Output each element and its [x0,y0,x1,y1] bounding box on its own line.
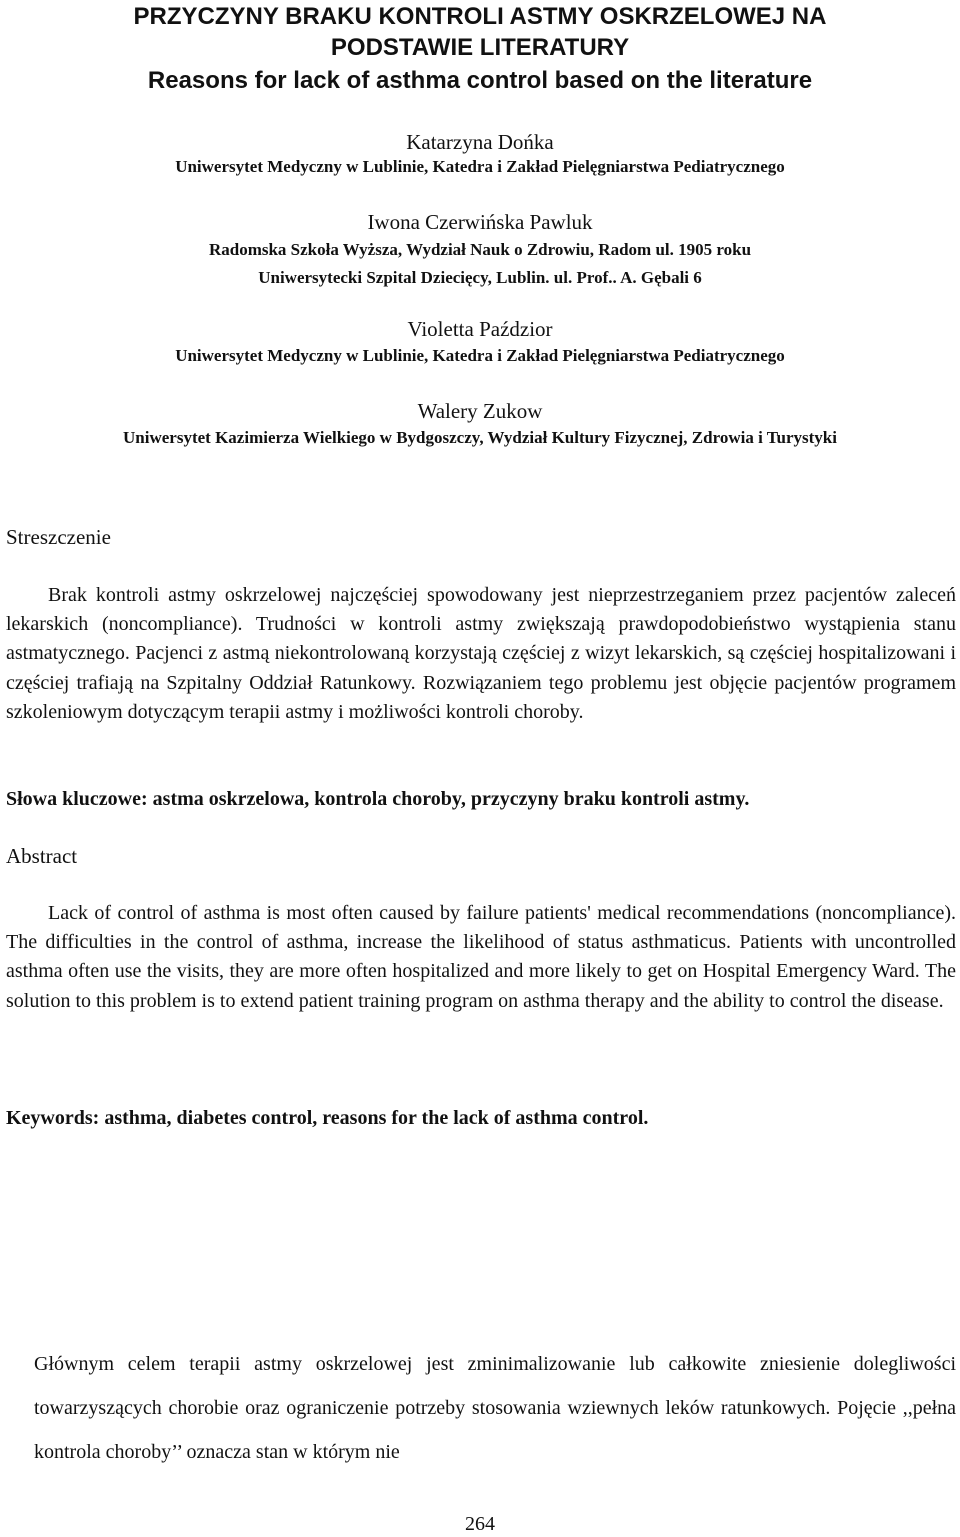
section-heading-abstract: Abstract [6,844,78,868]
page-number: 264 [465,1513,495,1535]
author-name: Violetta Paździor [407,317,553,341]
body-paragraph: Głównym celem terapii astmy oskrzelowej jest zminimalizowanie lub całkowite zniesienie dolegliwości towarzyszących chorobie oraz ograniczenie potrzeby stosowania wziewnych leków ratunkowych. Pojęcie ,,pełna kontrola choroby’’ oznacza stan w którym nie [34,1353,956,1463]
author-affiliation: Radomska Szkoła Wyższa, Wydział Nauk o Zdrowiu, Radom ul. 1905 roku [208,240,752,259]
title-polish-line-2: PODSTAWIE LITERATURY [330,34,630,61]
author-name: Katarzyna Dońka [406,130,554,154]
author-affiliation: Uniwersytet Medyczny w Lublinie, Katedra i Zakład Pielęgniarstwa Pediatrycznego [175,346,785,365]
streszczenie-text [6,581,956,727]
author-affiliation: Uniwersytet Medyczny w Lublinie, Katedra i Zakład Pielęgniarstwa Pediatrycznego [175,157,785,176]
author-affiliation: Uniwersytecki Szpital Dziecięcy, Lublin. ul. Prof.. A. Gębali 6 [258,268,702,287]
section-heading-streszczenie: Streszczenie [6,525,111,549]
title-polish-line-1: PRZYCZYNY BRAKU KONTROLI ASTMY OSKRZELOWEJ NA [133,3,827,30]
streszczenie-keywords: Słowa kluczowe: astma oskrzelowa, kontrola choroby, przyczyny braku kontroli astmy. [6,788,750,810]
abstract-text-content: Lack of control of asthma is most often caused by failure patients' medical recommendations (noncompliance). The difficulties in the control of asthma, increase the likelihood of status asthmaticus. Patients with uncontrolled asthma often use the visits, they are more often hospitalized and more likely to get on Hospital Emergency Ward. The solution to this problem is to extend patient training program on asthma therapy and the ability to control the disease. [6,902,956,1012]
author-name: Walery Zukow [417,399,543,423]
title-english: Reasons for lack of asthma control based on the literature [147,67,813,94]
abstract-text [6,899,956,1016]
author-name: Iwona Czerwińska Pawluk [367,210,593,234]
author-affiliation: Uniwersytet Kazimierza Wielkiego w Bydgoszczy, Wydział Kultury Fizycznej, Zdrowia i Turystyki [123,428,837,447]
streszczenie-text-content: Brak kontroli astmy oskrzelowej najczęściej spowodowany jest nieprzestrzeganiem przez pacjentów zaleceń lekarskich (noncompliance). Trudności w kontroli astmy zwiększają prawdopodobieństwo wystąpienia stanu astmatycznego. Pacjenci z astmą niekontrolowaną korzystają częściej z wizyt lekarskich, są częściej hospitalizowani i częściej trafiają na Szpitalny Oddział Ratunkowy. Rozwiązaniem tego problemu jest objęcie pacjentów programem szkoleniowym dotyczącym terapii astmy i możliwości kontroli choroby. [6,584,956,723]
abstract-keywords: Keywords: asthma, diabetes control, reasons for the lack of asthma control. [6,1107,649,1129]
